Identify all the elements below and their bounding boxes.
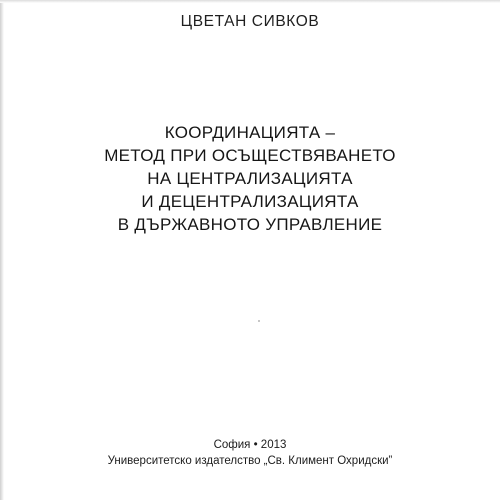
scan-speck (258, 320, 260, 322)
author-name: ЦВЕТАН СИВКОВ (180, 13, 320, 30)
title-line-5: В ДЪРЖАВНОТО УПРАВЛЕНИЕ (117, 215, 383, 234)
scan-shadow-left (0, 0, 4, 500)
imprint-publisher: Университетско издателство „Св. Климент Охридски” (107, 455, 393, 467)
title-line-3: НА ЦЕНТРАЛИЗАЦИЯТА (147, 169, 353, 188)
book-title (0, 121, 500, 236)
title-line-4: И ДЕЦЕНТРАЛИЗАЦИЯТА (141, 192, 359, 211)
title-line-1: КООРДИНАЦИЯТА – (164, 123, 336, 142)
title-line-2: МЕТОД ПРИ ОСЪЩЕСТВЯВАНЕТО (104, 146, 396, 165)
imprint-city-year: София • 2013 (213, 439, 287, 451)
scan-shadow-top (0, 0, 500, 3)
